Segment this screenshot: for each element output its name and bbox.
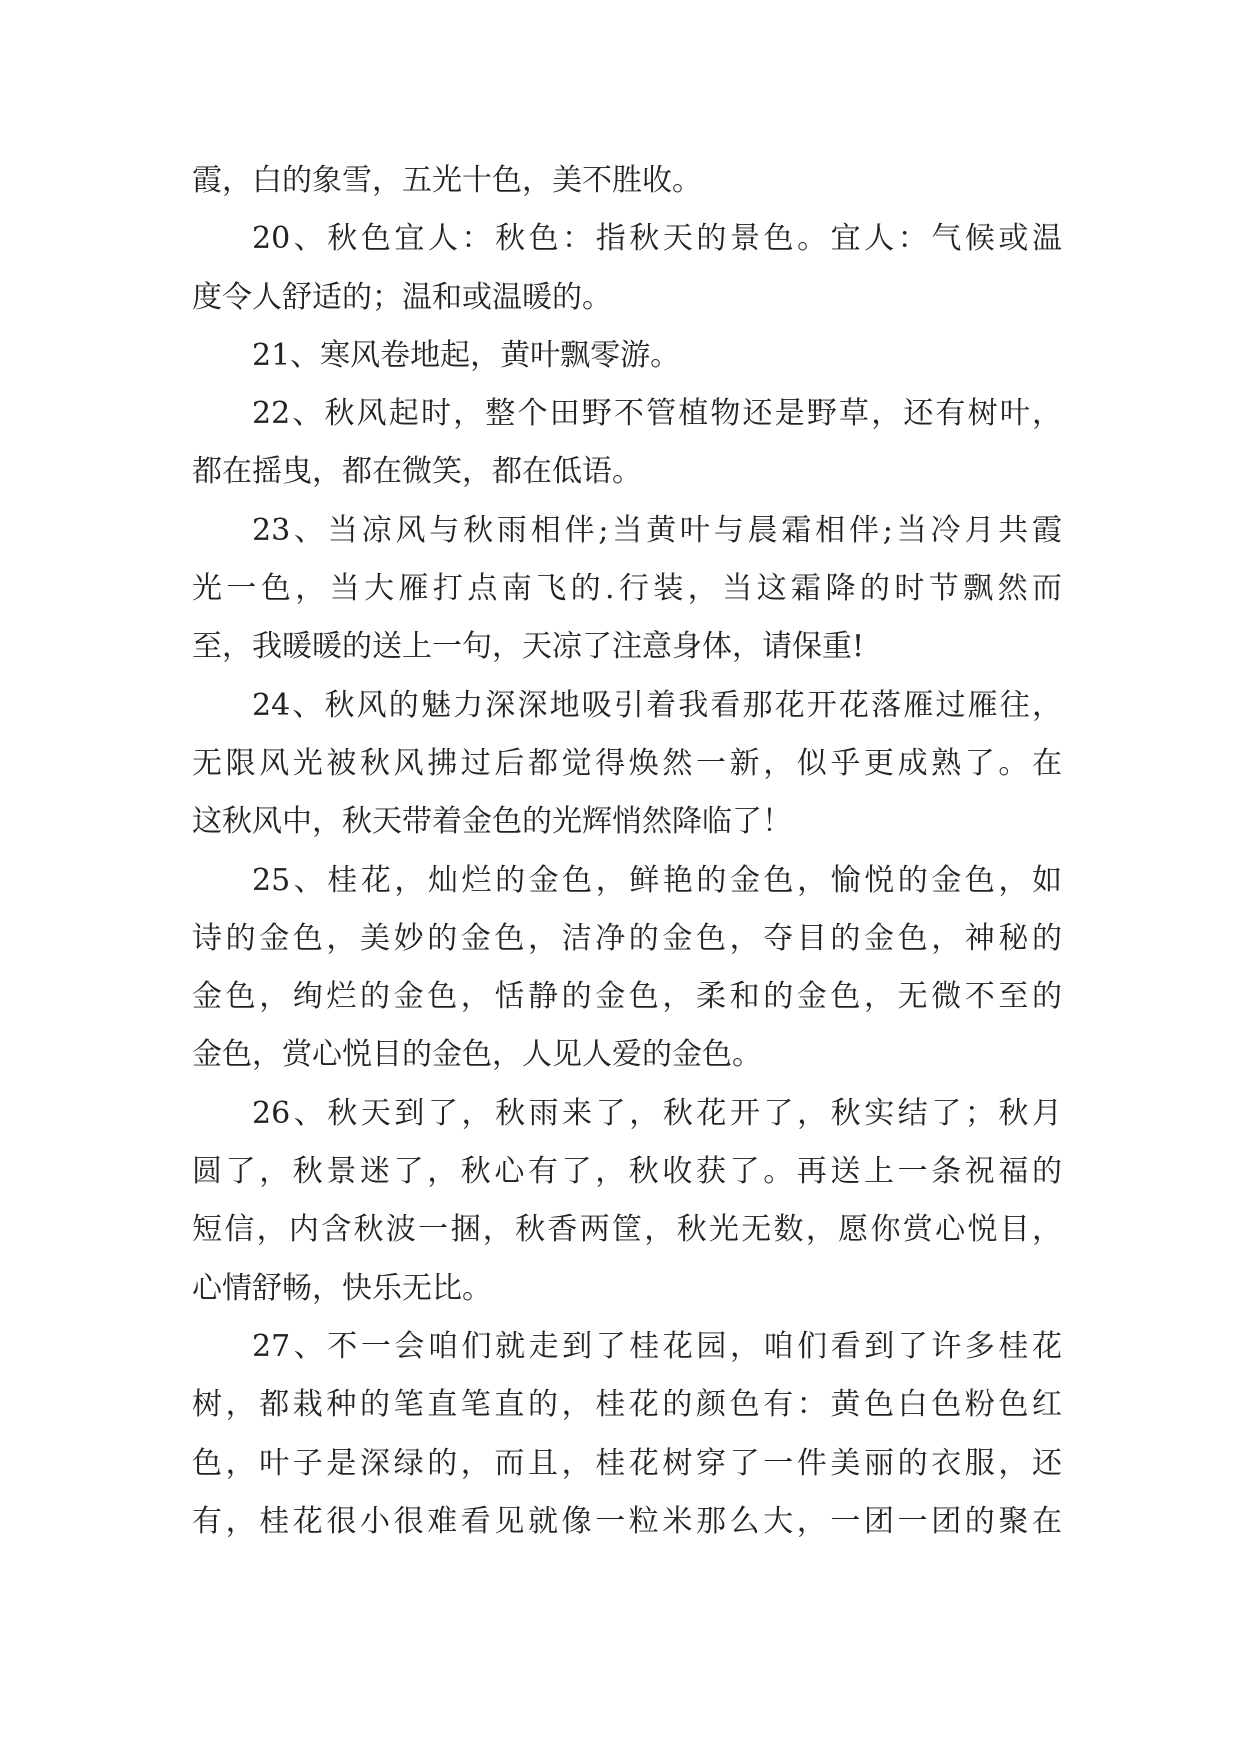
text-line: 26、秋天到了，秋雨来了，秋花开了，秋实结了；秋月 bbox=[252, 1095, 1062, 1131]
text-line: 23、当凉风与秋雨相伴;当黄叶与晨霜相伴;当冷月共霞 bbox=[252, 512, 1062, 548]
text-line: 有，桂花很小很难看见就像一粒米那么大，一团一团的聚在 bbox=[192, 1503, 1062, 1539]
text-line: 至，我暖暖的送上一句，天凉了注意身体，请保重! bbox=[192, 629, 865, 665]
text-line: 金色，赏心悦目的金色，人见人爱的金色。 bbox=[192, 1037, 762, 1073]
text-line: 24、秋风的魅力深深地吸引着我看那花开花落雁过雁往， bbox=[252, 687, 1062, 723]
text-line: 霞，白的象雪，五光十色，美不胜收。 bbox=[192, 163, 702, 198]
text-line: 心情舒畅，快乐无比。 bbox=[192, 1270, 492, 1306]
text-line: 22、秋风起时，整个田野不管植物还是野草，还有树叶， bbox=[252, 396, 1062, 432]
text-line: 树，都栽种的笔直笔直的，桂花的颜色有：黄色白色粉色红 bbox=[192, 1387, 1062, 1423]
text-line: 光一色，当大雁打点南飞的.行装，当这霜降的时节飘然而 bbox=[192, 571, 1062, 607]
text-line: 诗的金色，美妙的金色，洁净的金色，夺目的金色，神秘的 bbox=[192, 920, 1062, 956]
text-line: 27、不一会咱们就走到了桂花园，咱们看到了许多桂花 bbox=[252, 1328, 1062, 1364]
text-line: 色，叶子是深绿的，而且，桂花树穿了一件美丽的衣服，还 bbox=[192, 1445, 1062, 1481]
body-text bbox=[192, 152, 1062, 1551]
text-line: 21、寒风卷地起，黄叶飘零游。 bbox=[252, 337, 681, 373]
text-line: 度令人舒适的；温和或温暖的。 bbox=[192, 279, 612, 315]
text-line: 圆了，秋景迷了，秋心有了，秋收获了。再送上一条祝福的 bbox=[192, 1154, 1062, 1190]
text-line: 短信，内含秋波一捆，秋香两筐，秋光无数，愿你赏心悦目， bbox=[192, 1212, 1062, 1248]
text-line: 25、桂花，灿烂的金色，鲜艳的金色，愉悦的金色，如 bbox=[252, 862, 1062, 898]
text-line: 20、秋色宜人：秋色：指秋天的景色。宜人：气候或温 bbox=[252, 221, 1062, 257]
text-line: 金色，绚烂的金色，恬静的金色，柔和的金色，无微不至的 bbox=[192, 979, 1062, 1015]
text-line: 这秋风中，秋天带着金色的光辉悄然降临了！ bbox=[192, 804, 792, 840]
text-line: 无限风光被秋风拂过后都觉得焕然一新，似乎更成熟了。在 bbox=[192, 745, 1062, 781]
text-line: 都在摇曳，都在微笑，都在低语。 bbox=[192, 454, 642, 490]
